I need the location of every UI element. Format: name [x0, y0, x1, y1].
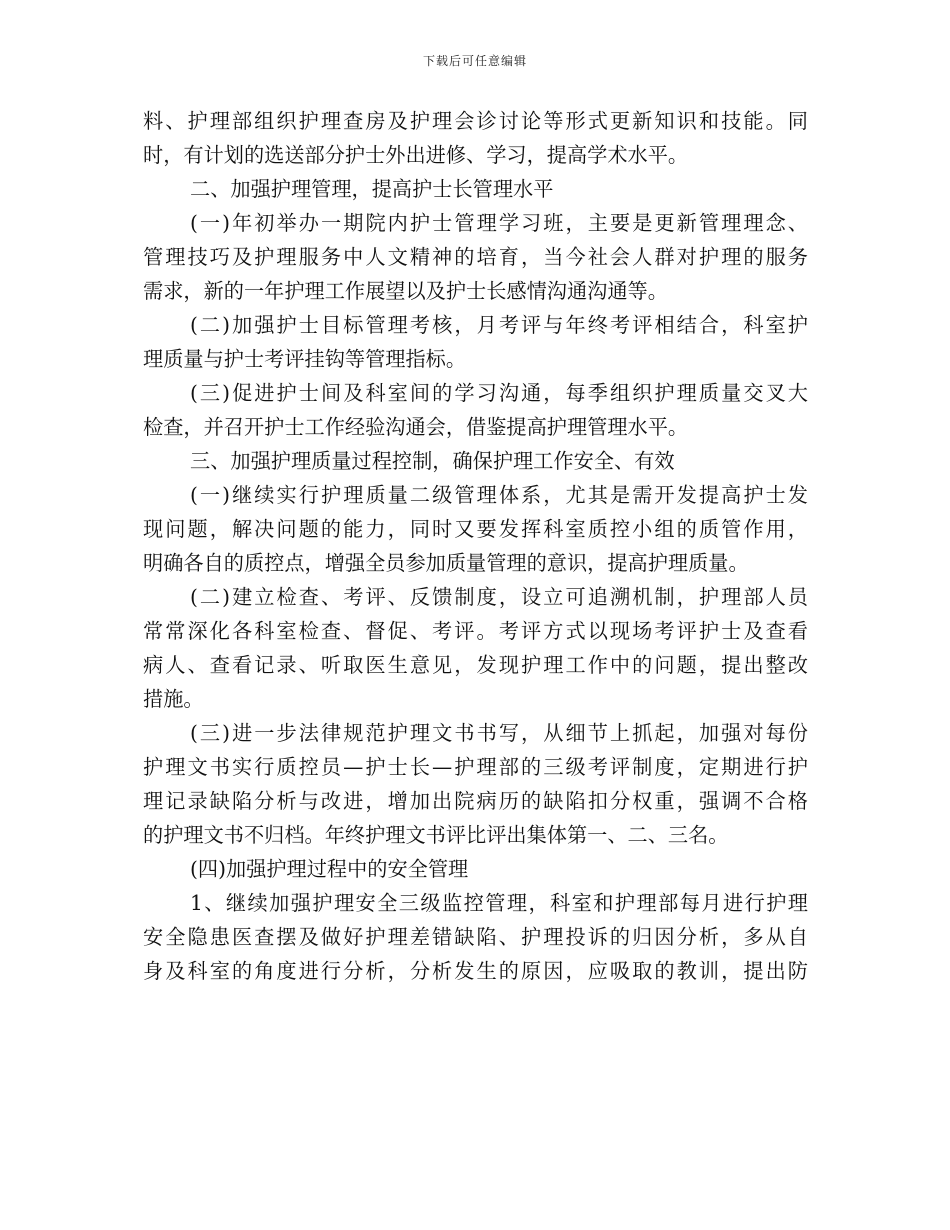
text-line: 明确各自的质控点，增强全员参加质量管理的意识，提高护理质量。 [143, 551, 749, 575]
text-line: (三)进一步法律规范护理文书书写，从细节上抓起，加强对每份 [190, 721, 808, 745]
text-line: 理记录缺陷分析与改进，增加出院病历的缺陷扣分权重，强调不合格 [143, 789, 808, 813]
text-line: 料、护理部组织护理查房及护理会诊讨论等形式更新知识和技能。同 [143, 109, 808, 133]
text-line: 时，有计划的选送部分护士外出进修、学习，提高学术水平。 [143, 143, 689, 167]
text-line: (三)促进护士间及科室间的学习沟通，每季组织护理质量交叉大 [190, 381, 808, 405]
text-line: 二、加强护理管理，提高护士长管理水平 [190, 177, 554, 201]
text-line: (一)继续实行护理质量二级管理体系，尤其是需开发提高护士发 [190, 483, 808, 507]
text-line: 护理文书实行质控员—护士长—护理部的三级考评制度，定期进行护 [143, 755, 808, 779]
text-line: 管理技巧及护理服务中人文精神的培育，当今社会人群对护理的服务 [143, 245, 808, 269]
text-line: 的护理文书不归档。年终护理文书评比评出集体第一、二、三名。 [143, 823, 729, 847]
text-line: (一)年初举办一期院内护士管理学习班，主要是更新管理理念、 [190, 211, 808, 235]
text-line: 常常深化各科室检查、督促、考评。考评方式以现场考评护士及查看 [143, 619, 808, 643]
text-line: 安全隐患医查摆及做好护理差错缺陷、护理投诉的归因分析，多从自 [143, 925, 808, 949]
text-line: 措施。 [143, 687, 204, 711]
text-line: (四)加强护理过程中的安全管理 [190, 857, 469, 881]
text-line: 理质量与护士考评挂钩等管理指标。 [143, 347, 467, 371]
text-line: 1、继续加强护理安全三级监控管理，科室和护理部每月进行护理 [190, 891, 808, 915]
text-line: 现问题，解决问题的能力，同时又要发挥科室质控小组的质管作用， [143, 517, 808, 541]
text-line: 需求，新的一年护理工作展望以及护士长感情沟通沟通等。 [143, 279, 668, 303]
text-line: 身及科室的角度进行分析，分析发生的原因，应吸取的教训，提出防 [143, 959, 808, 983]
page-header: 下载后可任意编辑 [422, 54, 527, 68]
text-line: 病人、查看记录、听取医生意见，发现护理工作中的问题，提出整改 [143, 653, 808, 677]
text-line: 检查，并召开护士工作经验沟通会，借鉴提高护理管理水平。 [143, 415, 689, 439]
text-line: (二)加强护士目标管理考核，月考评与年终考评相结合，科室护 [190, 313, 808, 337]
document-body [143, 104, 808, 988]
text-line: (二)建立检查、考评、反馈制度，设立可追溯机制，护理部人员 [190, 585, 808, 609]
text-line: 三、加强护理质量过程控制，确保护理工作安全、有效 [190, 449, 675, 473]
